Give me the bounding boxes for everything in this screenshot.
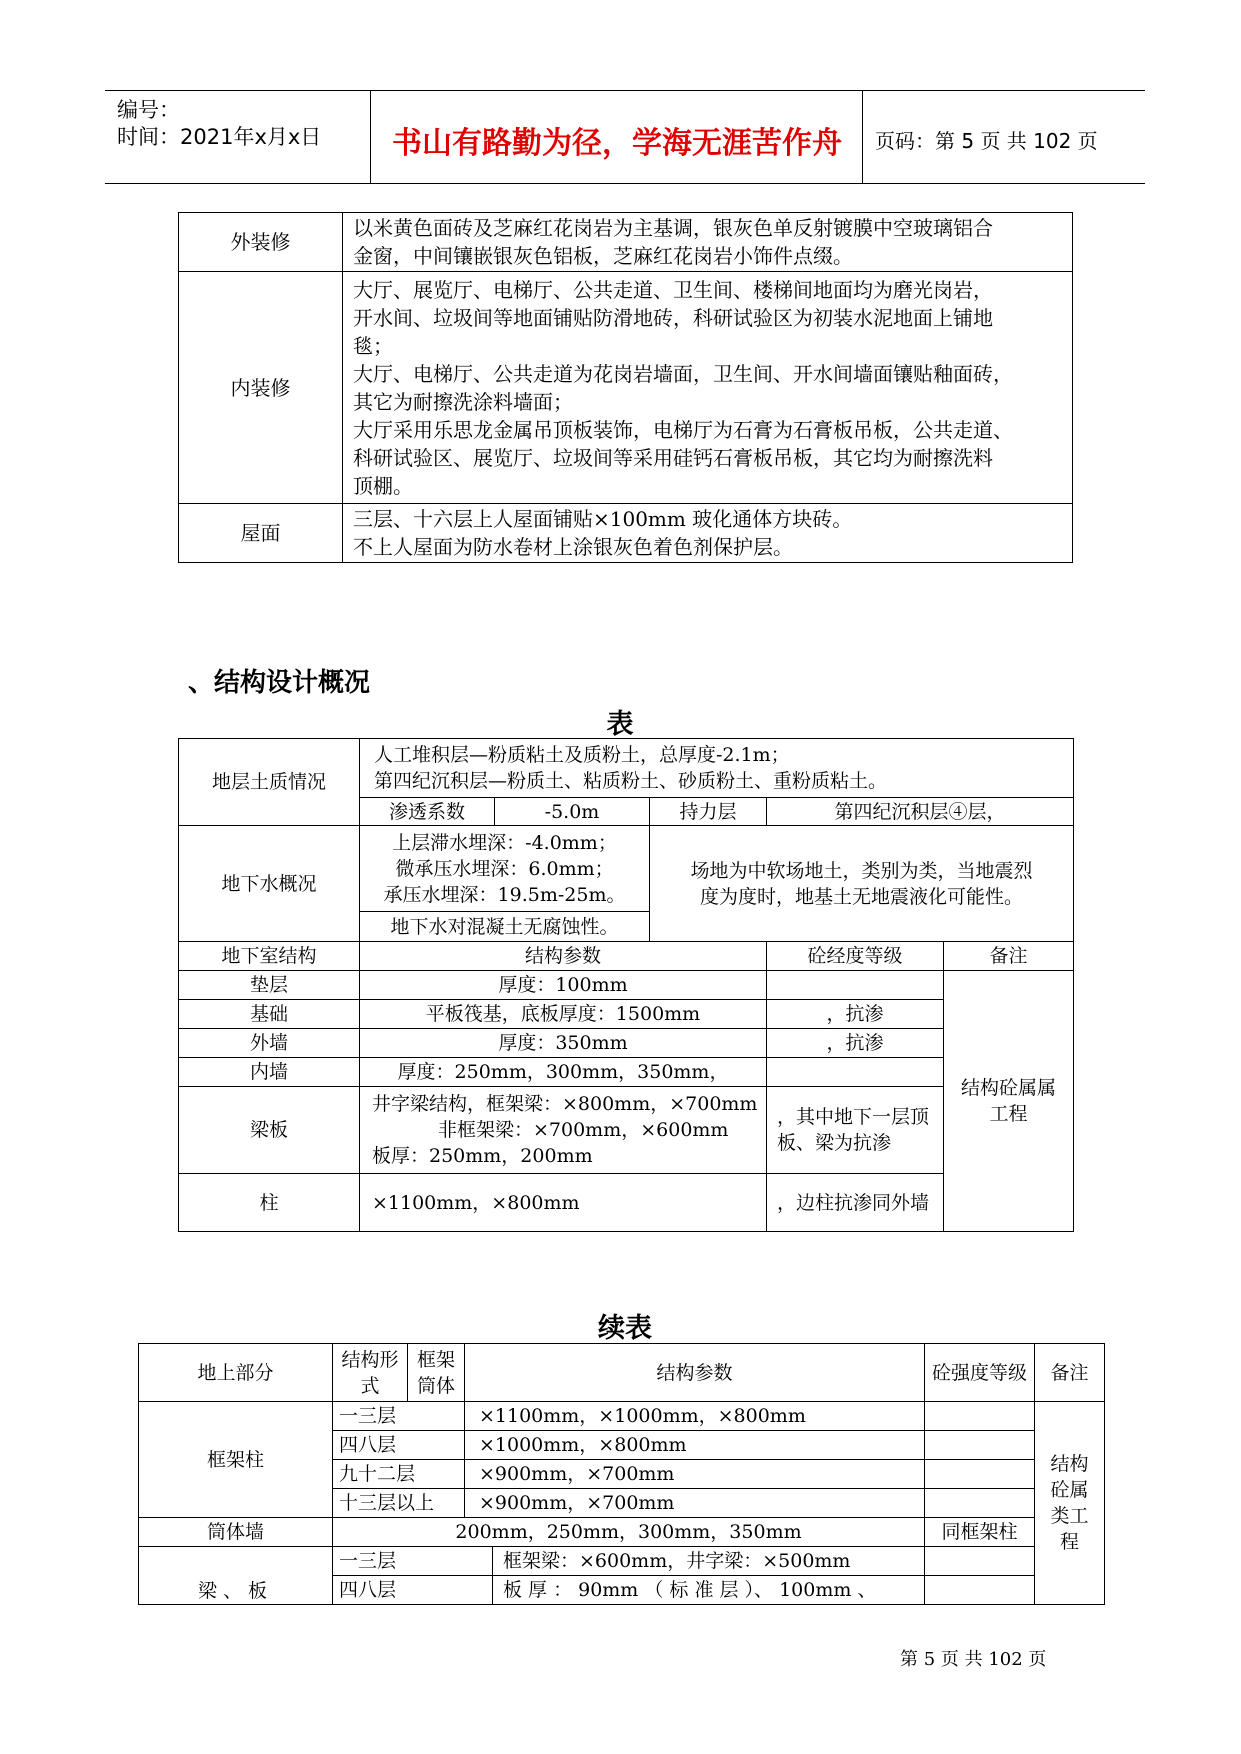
site-description xyxy=(650,826,1074,942)
text-line: 大厅、展览厅、电梯厅、公共走道、卫生间、楼梯间地面均为磨光岗岩， xyxy=(353,277,993,302)
floor-range: 十三层以上 xyxy=(333,1489,465,1518)
column-group-label: 框架柱 xyxy=(139,1402,333,1518)
table-row xyxy=(179,971,1074,1000)
row-grade: ，抗渗 xyxy=(767,1029,944,1058)
text-line: 毯； xyxy=(353,333,393,358)
table-header-row xyxy=(179,942,1074,971)
wall-param: 200mm，250mm，300mm，350mm xyxy=(333,1518,925,1547)
text-line: 金窗，中间镶嵌银灰色铝板，芝麻红花岗岩小饰件点缀。 xyxy=(353,244,853,268)
note-cell: 结构砼属属工程 xyxy=(944,971,1074,1232)
floor-range: 四八层 xyxy=(333,1576,493,1605)
row-grade xyxy=(925,1489,1035,1518)
header-divider xyxy=(862,90,863,183)
row-grade xyxy=(767,971,944,1000)
row-label: 内装修 xyxy=(179,272,343,504)
column-header: 备注 xyxy=(1035,1344,1105,1402)
table-row xyxy=(179,1000,1074,1029)
row-param: ×900mm，×700mm xyxy=(465,1489,925,1518)
row-label: 屋面 xyxy=(179,504,343,563)
row-param: 板 厚 ： 90mm （ 标 准 层 ）、 100mm 、 xyxy=(493,1576,925,1605)
table-row xyxy=(179,739,1074,798)
footer-page-number: 第 5 页 共 102 页 xyxy=(900,1649,1047,1670)
text-line: 顶棚。 xyxy=(353,473,413,498)
text-line: 科研试验区、展览厅、垃圾间等采用硅钙石膏板吊板，其它均为耐擦洗料 xyxy=(353,445,993,470)
table-caption: 表 xyxy=(606,709,634,740)
table-row xyxy=(139,1547,1105,1576)
column-header: 地下室结构 xyxy=(179,942,360,971)
row-param: 厚度：250mm，300mm，350mm， xyxy=(360,1058,767,1087)
row-grade: ，边柱抗渗同外墙 xyxy=(767,1174,944,1232)
beam-label: 梁、板 xyxy=(139,1547,333,1605)
bearing-label: 持力层 xyxy=(650,798,767,826)
structure-table xyxy=(178,738,1074,1232)
table-row xyxy=(139,1518,1105,1547)
column-header: 结构参数 xyxy=(465,1344,925,1402)
floor-range: 四八层 xyxy=(333,1431,465,1460)
text-line: 三层、十六层上人屋面铺贴×100mm 玻化通体方块砖。 xyxy=(353,507,853,531)
row-content xyxy=(343,213,1073,272)
column-header: 备注 xyxy=(944,942,1074,971)
permeability-label: 渗透系数 xyxy=(360,798,495,826)
header-number-label: 编号： xyxy=(117,98,180,122)
header-time-label: 时间：2021年x月x日 xyxy=(117,125,322,149)
text-line: 度为度时，地基土无地震液化可能性。 xyxy=(700,885,1024,908)
column-header: 地上部分 xyxy=(139,1344,333,1402)
table-row xyxy=(179,213,1073,272)
row-param: ×900mm，×700mm xyxy=(465,1460,925,1489)
row-content xyxy=(343,504,1073,563)
row-grade xyxy=(925,1431,1035,1460)
permeability-value: -5.0m xyxy=(495,798,650,826)
row-grade xyxy=(925,1460,1035,1489)
text-line: 其它为耐擦洗涂料墙面； xyxy=(353,389,573,414)
row-param: ×1100mm，×800mm xyxy=(360,1174,767,1232)
floor-range: 九十二层 xyxy=(333,1460,465,1489)
row-name: 内墙 xyxy=(179,1058,360,1087)
table-row xyxy=(179,1174,1074,1232)
note-cell: 结构砼属类工程 xyxy=(1035,1402,1105,1605)
column-header: 框架筒体 xyxy=(408,1344,465,1402)
text-line: 开水间、垃圾间等地面铺贴防滑地砖，科研试验区为初装水泥地面上铺地 xyxy=(353,305,993,330)
wall-grade: 同框架柱 xyxy=(925,1518,1035,1547)
column-header: 结构参数 xyxy=(360,942,767,971)
table-row xyxy=(179,1058,1074,1087)
row-param xyxy=(360,1087,767,1174)
groundwater-depths xyxy=(360,826,650,912)
section-title: 、结构设计概况 xyxy=(188,668,371,698)
groundwater-label: 地下水概况 xyxy=(179,826,360,942)
row-param: 厚度：350mm xyxy=(360,1029,767,1058)
row-grade xyxy=(925,1576,1035,1605)
row-grade xyxy=(767,1058,944,1087)
row-grade: ，抗渗 xyxy=(767,1000,944,1029)
header-top-rule xyxy=(105,90,1145,91)
row-grade: ，其中地下一层顶板、梁为抗渗 xyxy=(767,1087,944,1174)
table-row xyxy=(179,1087,1074,1174)
table-row xyxy=(179,272,1073,504)
header-page-label: 页码：第 5 页 共 102 页 xyxy=(875,129,1098,153)
floor-range: 一三层 xyxy=(333,1402,465,1431)
row-content xyxy=(343,272,1073,504)
row-grade xyxy=(925,1402,1035,1431)
row-name: 外墙 xyxy=(179,1029,360,1058)
text-line: 场地为中软场地土，类别为类，当地震烈 xyxy=(690,859,1033,882)
soil-label: 地层土质情况 xyxy=(179,739,360,826)
row-grade xyxy=(925,1547,1035,1576)
soil-content xyxy=(360,739,1074,798)
table-row xyxy=(179,504,1073,563)
bearing-value: 第四纪沉积层④层， xyxy=(767,798,1074,826)
row-name: 垫层 xyxy=(179,971,360,1000)
text-line: 人工堆积层—粉质粘土及质粉土，总厚度-2.1m； xyxy=(374,744,790,766)
text-line: 不上人屋面为防水卷材上涂银灰色着色剂保护层。 xyxy=(353,535,793,559)
row-param: 平板筏基，底板厚度：1500mm xyxy=(360,1000,767,1029)
text-line: 承压水埋深：19.5m-25m。 xyxy=(383,883,626,906)
table-row xyxy=(179,826,1074,912)
row-param: ×1000mm，×800mm xyxy=(465,1431,925,1460)
column-header: 砼经度等级 xyxy=(767,942,944,971)
text-line: 以米黄色面砖及芝麻红花岗岩为主基调，银灰色单反射镀膜中空玻璃铝合 xyxy=(353,216,993,240)
text-line: 大厅、电梯厅、公共走道为花岗岩墙面，卫生间、开水间墙面镶贴釉面砖， xyxy=(353,361,1013,386)
text-line: 上层滞水埋深：-4.0mm； xyxy=(392,831,617,854)
continued-table xyxy=(138,1343,1105,1605)
table-row xyxy=(139,1402,1105,1431)
text-line: 大厅采用乐思龙金属吊顶板装饰，电梯厅为石膏为石膏板吊板，公共走道、 xyxy=(353,417,1013,442)
row-name: 梁板 xyxy=(179,1087,360,1174)
column-header: 结构形式 xyxy=(333,1344,408,1402)
row-param: ×1100mm，×1000mm，×800mm xyxy=(465,1402,925,1431)
text-line: 第四纪沉积层—粉质土、粘质粉土、砂质粉土、重粉质粘土。 xyxy=(374,770,888,792)
row-name: 柱 xyxy=(179,1174,360,1232)
table-row xyxy=(179,1029,1074,1058)
row-param: 框架梁：×600mm，井字梁：×500mm xyxy=(493,1547,925,1576)
column-header: 砼强度等级 xyxy=(925,1344,1035,1402)
header-motto: 书山有路勤为径，学海无涯苦作舟 xyxy=(392,126,842,161)
header-divider xyxy=(370,90,371,183)
row-name: 基础 xyxy=(179,1000,360,1029)
text-line: 井字梁结构，框架梁：×800mm，×700mm xyxy=(372,1093,758,1115)
groundwater-corrosion: 地下水对混凝土无腐蚀性。 xyxy=(360,912,650,942)
table-header-row xyxy=(139,1344,1105,1402)
header-bottom-rule xyxy=(105,183,1145,184)
text-line: 微承压水埋深：6.0mm； xyxy=(395,857,614,880)
floor-range: 一三层 xyxy=(333,1547,493,1576)
table-caption: 续表 xyxy=(598,1313,652,1344)
row-param: 厚度：100mm xyxy=(360,971,767,1000)
text-line: 非框架梁：×700mm，×600mm xyxy=(438,1119,729,1141)
wall-label: 筒体墙 xyxy=(139,1518,333,1547)
text-line: 板厚：250mm，200mm xyxy=(372,1145,593,1167)
row-label: 外装修 xyxy=(179,213,343,272)
finish-table xyxy=(178,212,1073,563)
